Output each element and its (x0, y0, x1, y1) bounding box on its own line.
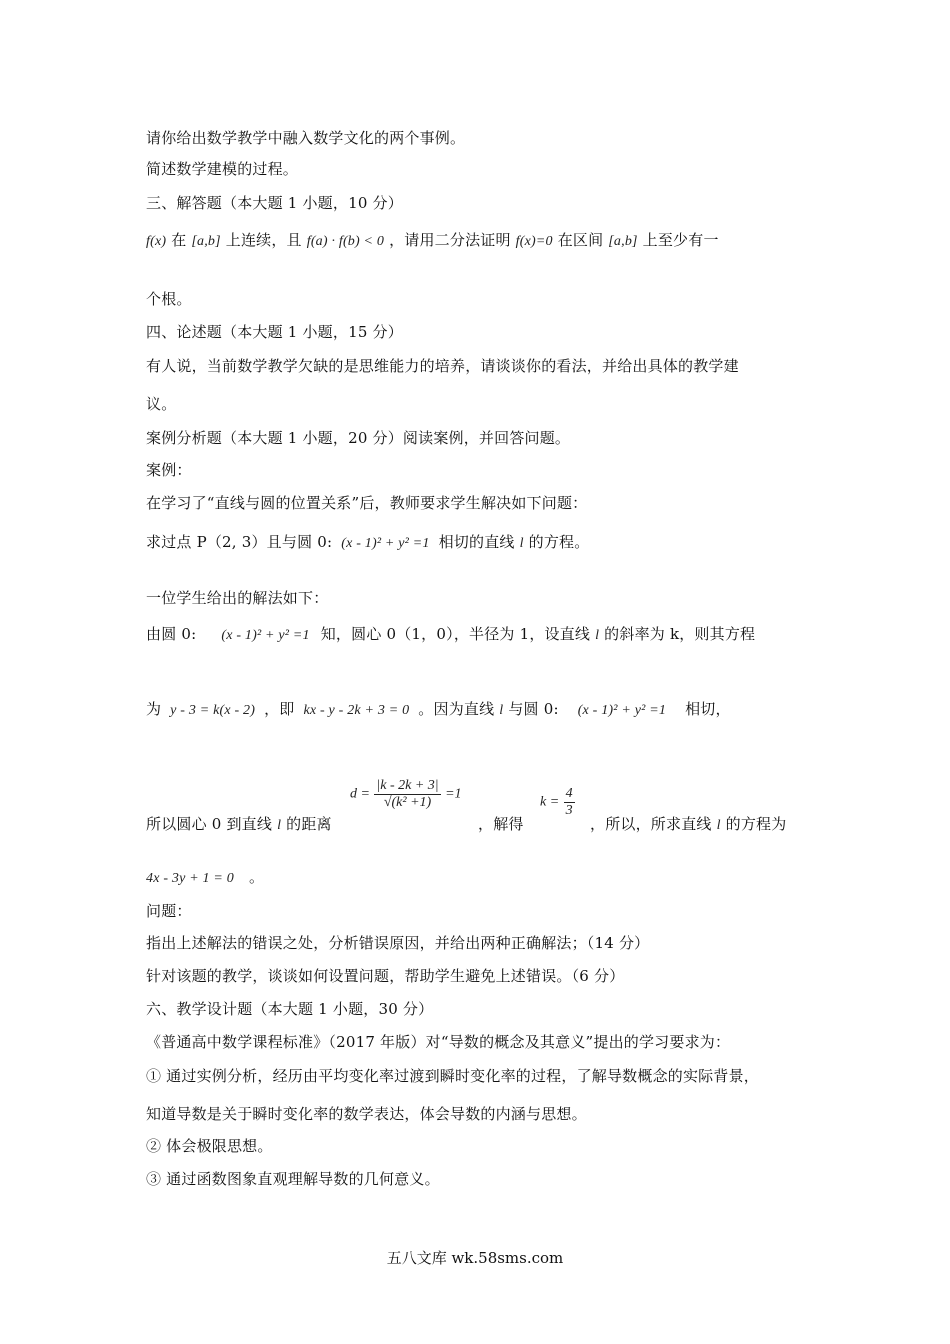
fraction-numerator: |k - 2k + 3| (376, 778, 439, 793)
math-expression: =1 (445, 786, 462, 802)
text-segment: 所以圆心 0 到直线 (146, 815, 273, 833)
case-text: 一位学生给出的解法如下： (146, 589, 329, 607)
slope-result (540, 786, 575, 819)
text-segment: 在 (171, 231, 187, 249)
fraction-numerator: 4 (565, 786, 573, 801)
math-expression: f(x)=0 (515, 234, 553, 249)
text-segment: 由圆 0: (146, 625, 197, 643)
text-segment: 的方程为 (725, 815, 787, 833)
text-segment: 相切的直线 (438, 533, 515, 551)
fraction-denominator: 3 (565, 803, 573, 818)
text-segment: 的方程。 (528, 533, 590, 551)
solution-step (146, 866, 264, 890)
requirement-item: ① 通过实例分析，经历由平均变化率过渡到瞬时变化率的过程，了解导数概念的实际背景， (146, 1067, 759, 1085)
text-segment: ，所以，所求直线 (590, 815, 712, 833)
requirement-item: 知道导数是关于瞬时变化率的数学表达，体会导数的内涵与思想。 (146, 1105, 587, 1123)
text-segment: 上连续，且 (225, 231, 302, 249)
math-variable: l (595, 628, 600, 643)
solution-step (146, 623, 755, 647)
text-segment: 的距离 (286, 815, 332, 833)
math-expression: (x - 1)² + y² =1 (577, 703, 667, 718)
problem-statement: 个根。 (146, 290, 192, 308)
question-text: 简述数学建模的过程。 (146, 160, 299, 178)
text-segment: ，解得 (478, 815, 524, 833)
solution-step (590, 813, 786, 837)
text-segment: 与圆 0: (508, 700, 559, 718)
fraction-denominator: √(k² +1) (374, 794, 440, 811)
requirement-item: ③ 通过函数图象直观理解导数的几何意义。 (146, 1170, 440, 1188)
math-expression: k = (540, 794, 560, 810)
question-text: 指出上述解法的错误之处，分析错误原因，并给出两种正确解法；（14 分） (146, 934, 650, 952)
math-variable: l (277, 818, 282, 833)
math-variable: l (519, 536, 524, 551)
text-segment: 。因为直线 (418, 700, 495, 718)
math-expression: (x - 1)² + y² =1 (341, 536, 430, 551)
question-text: 《普通高中数学课程标准》（2017 年版）对“导数的概念及其意义”提出的学习要求为： (146, 1033, 731, 1051)
question-text: 针对该题的教学，谈谈如何设置问题，帮助学生避免上述错误。（6 分） (146, 967, 625, 985)
case-problem (146, 531, 589, 555)
text-segment: 上至少有一 (642, 231, 719, 249)
text-segment: 。 (248, 868, 265, 886)
text-segment: 为 (146, 700, 162, 718)
math-fraction (374, 778, 440, 811)
section-heading: 三、解答题（本大题 1 小题，10 分） (146, 194, 403, 212)
question-text: 有人说，当前数学教学欠缺的是思维能力的培养，请谈谈你的看法，并给出具体的教学建 (146, 357, 739, 375)
math-variable: l (716, 818, 721, 833)
math-expression: f(x) (146, 234, 167, 249)
text-segment: 求过点 P（2, 3）且与圆 0: (146, 533, 333, 551)
question-text: 议。 (146, 395, 177, 413)
text-segment: 知，圆心 0（1，0），半径为 1，设直线 (320, 625, 591, 643)
math-fraction (564, 786, 575, 819)
text-segment: ，请用二分法证明 (389, 231, 511, 249)
text-segment: 在区间 (557, 231, 604, 249)
distance-formula (350, 778, 462, 811)
text-segment: ，即 (264, 700, 295, 718)
math-expression: [a,b] (608, 234, 638, 249)
question-text: 请你给出数学教学中融入数学文化的两个事例。 (146, 129, 466, 147)
section-heading: 六、教学设计题（本大题 1 小题，30 分） (146, 1000, 434, 1018)
math-expression: f(a) · f(b) < 0 (306, 234, 385, 249)
math-expression: y - 3 = k(x - 2) (170, 703, 256, 718)
section-heading: 四、论述题（本大题 1 小题，15 分） (146, 323, 403, 341)
math-variable: l (499, 703, 504, 718)
section-heading: 案例分析题（本大题 1 小题，20 分）阅读案例，并回答问题。 (146, 429, 571, 447)
problem-statement (146, 229, 719, 253)
requirement-item: ② 体会极限思想。 (146, 1137, 273, 1155)
solution-step (146, 698, 731, 722)
math-expression: 4x - 3y + 1 = 0 (146, 871, 234, 886)
text-segment: 相切， (685, 700, 731, 718)
text-segment: 的斜率为 k，则其方程 (604, 625, 756, 643)
math-expression: kx - y - 2k + 3 = 0 (303, 703, 410, 718)
case-text: 在学习了“直线与圆的位置关系”后，教师要求学生解决如下问题： (146, 494, 588, 512)
math-expression: [a,b] (191, 234, 221, 249)
question-label: 问题： (146, 902, 192, 920)
math-expression: (x - 1)² + y² =1 (221, 628, 310, 643)
case-label: 案例： (146, 461, 192, 479)
solution-step (146, 813, 332, 837)
math-expression: d = (350, 786, 370, 802)
page-footer: 五八文库 wk.58sms.com (386, 1249, 564, 1267)
